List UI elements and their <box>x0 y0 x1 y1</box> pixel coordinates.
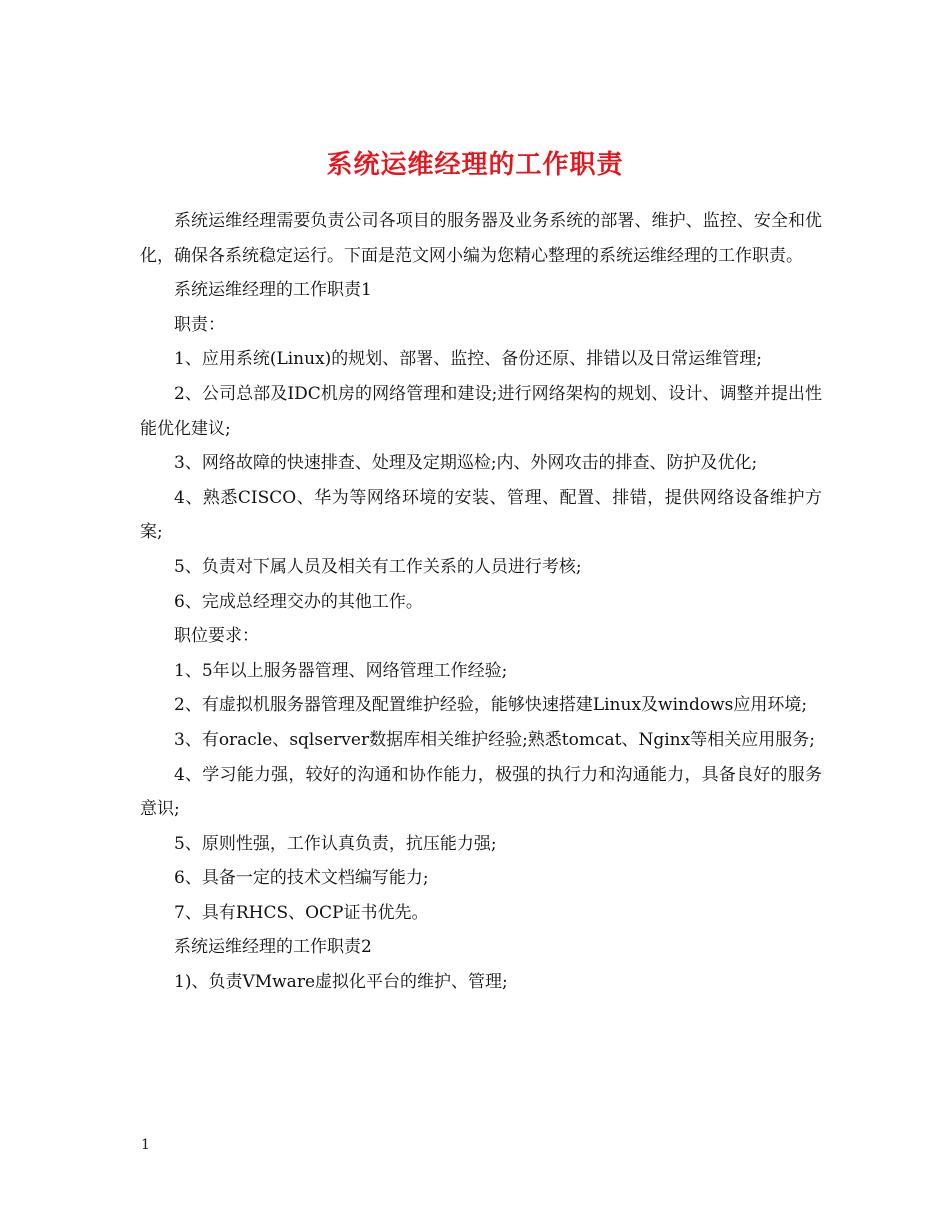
duty-item-2-1: 1)、负责VMware虚拟化平台的维护、管理; <box>174 972 508 993</box>
intro-paragraph: 系统运维经理需要负责公司各项目的服务器及业务系统的部署、维护、监控、安全和优化，确保各系统稳定运行。下面是范文网小编为您精心整理的系统运维经理的工作职责。 <box>140 211 822 266</box>
requirements-label: 职位要求： <box>174 626 259 647</box>
section-heading-1: 系统运维经理的工作职责1 <box>174 280 372 301</box>
duty-item-4: 4、熟悉CISCO、华为等网络环境的安装、管理、配置、排错，提供网络设备维护方案; <box>140 487 822 543</box>
duty-item-1: 1、应用系统(Linux)的规划、部署、监控、备份还原、排错以及日常运维管理; <box>174 349 763 370</box>
duty-item-5: 5、负责对下属人员及相关有工作关系的人员进行考核; <box>174 556 582 577</box>
requirement-item-3: 3、有oracle、sqlserver数据库相关维护经验;熟悉tomcat、Nginx等相关应用服务; <box>174 729 815 750</box>
document-title: 系统运维经理的工作职责 <box>326 150 624 181</box>
duties-label: 职责： <box>174 314 225 335</box>
duty-item-6: 6、完成总经理交办的其他工作。 <box>174 591 423 612</box>
page-number: 1 <box>141 1137 150 1153</box>
requirement-item-6: 6、具备一定的技术文档编写能力; <box>174 868 429 889</box>
duty-item-3: 3、网络故障的快速排查、处理及定期巡检;内、外网攻击的排查、防护及优化; <box>174 453 758 474</box>
document-body <box>140 204 822 1000</box>
duty-item-2: 2、公司总部及IDC机房的网络管理和建设;进行网络架构的规划、设计、调整并提出性能优化建议; <box>140 383 822 439</box>
requirement-item-2: 2、有虚拟机服务器管理及配置维护经验，能够快速搭建Linux及windows应用环境; <box>174 695 808 716</box>
requirement-item-7: 7、具有RHCS、OCP证书优先。 <box>174 902 429 923</box>
requirement-item-5: 5、原则性强，工作认真负责，抗压能力强; <box>174 833 497 854</box>
requirement-item-4: 4、学习能力强，较好的沟通和协作能力，极强的执行力和沟通能力，具备良好的服务意识; <box>140 764 822 820</box>
section-heading-2: 系统运维经理的工作职责2 <box>174 937 372 958</box>
requirement-item-1: 1、5年以上服务器管理、网络管理工作经验; <box>174 660 508 681</box>
